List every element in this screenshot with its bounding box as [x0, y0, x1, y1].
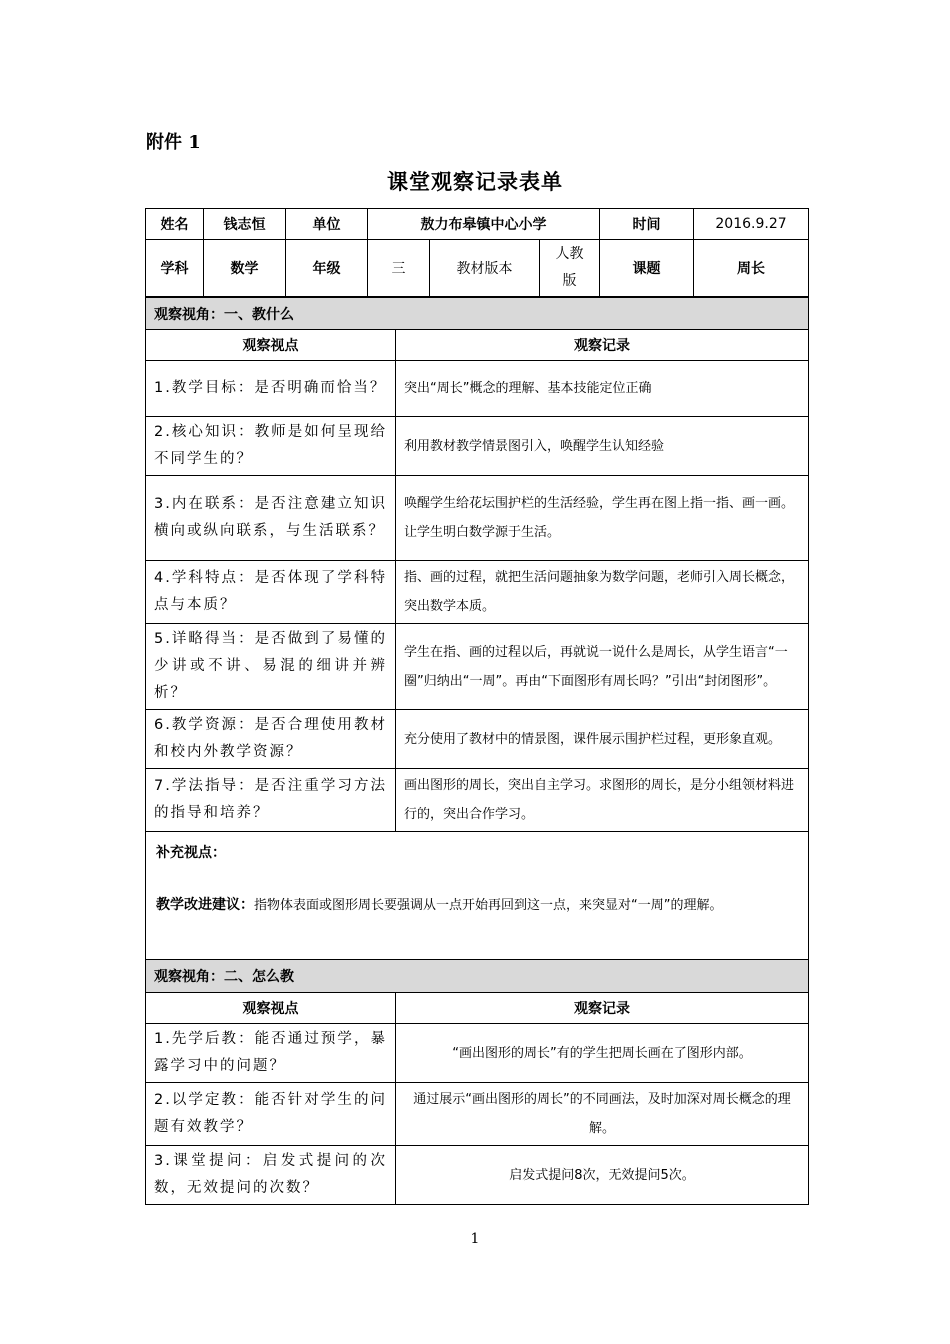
section2-table: [145, 959, 809, 1205]
observation-record: 突出“周长”概念的理解、基本技能定位正确: [396, 361, 809, 417]
section2-heading: 观察视角：二、怎么教: [146, 960, 809, 993]
topic-value: 周长: [694, 240, 809, 297]
observation-record: 利用教材教学情景图引入，唤醒学生认知经验: [396, 417, 809, 476]
table-row: [146, 476, 809, 561]
unit-label: 单位: [286, 209, 368, 240]
topic-label: 课题: [600, 240, 694, 297]
page-number: 1: [470, 1231, 480, 1247]
observation-record: 充分使用了教材中的情景图，课件展示围护栏过程，更形象直观。: [396, 710, 809, 769]
observation-record: 唤醒学生给花坛围护栏的生活经验，学生再在图上指一指、画一画。 让学生明白数学源于生活。: [396, 476, 809, 561]
edition-value: 人教版: [540, 240, 600, 297]
table-row: [146, 1083, 809, 1146]
observation-record: 通过展示“画出图形的周长”的不同画法，及时加深对周长概念的理解。: [396, 1083, 809, 1146]
annex-label: 附件 1: [146, 132, 201, 153]
suggestion-text: 指物体表面或图形周长要强调从一点开始再回到这一点，来突显对“一周”的理解。: [254, 898, 723, 913]
time-label: 时间: [600, 209, 694, 240]
table-row: [146, 417, 809, 476]
observation-record: 画出图形的周长，突出自主学习。求图形的周长，是分小组领材料进行的，突出合作学习。: [396, 769, 809, 832]
table-row: [146, 710, 809, 769]
observation-point: 6.教学资源：是否合理使用教材和校内外教学资源？: [146, 710, 396, 769]
table-row: [146, 1146, 809, 1205]
name-value: 钱志恒: [204, 209, 286, 240]
observation-record: 指、画的过程，就把生活问题抽象为数学问题，老师引入周长概念，突出数学本质。: [396, 561, 809, 624]
observation-record: “画出图形的周长”有的学生把周长画在了图形内部。: [396, 1024, 809, 1083]
supplement-box: [146, 832, 809, 971]
observation-point: 1.先学后教：能否通过预学，暴露学习中的问题？: [146, 1024, 396, 1083]
table-row: [146, 561, 809, 624]
table-row: [146, 769, 809, 832]
table-row: [146, 624, 809, 710]
observation-point: 3.课堂提问：启发式提问的次数，无效提问的次数？: [146, 1146, 396, 1205]
info-table: [145, 208, 809, 297]
observation-point: 2.以学定教：能否针对学生的问题有效教学？: [146, 1083, 396, 1146]
section1-table: [145, 297, 809, 971]
observation-point: 4.学科特点：是否体现了学科特点与本质？: [146, 561, 396, 624]
grade-value: 三: [368, 240, 430, 297]
name-label: 姓名: [146, 209, 204, 240]
section1-col-point: 观察视点: [146, 330, 396, 361]
table-row: [146, 1024, 809, 1083]
observation-point: 1.教学目标：是否明确而恰当？: [146, 361, 396, 417]
section1-heading: 观察视角：一、教什么: [146, 298, 809, 330]
unit-value: 敖力布皋镇中心小学: [368, 209, 600, 240]
observation-record: 学生在指、画的过程以后，再就说一说什么是周长，从学生语言“一圈”归纳出“一周”。再由“下面图形有周长吗？”引出“封闭图形”。: [396, 624, 809, 710]
edition-label: 教材版本: [430, 240, 540, 297]
section1-col-record: 观察记录: [396, 330, 809, 361]
observation-record: 启发式提问8次，无效提问5次。: [396, 1146, 809, 1205]
suggestion-label: 教学改进建议：: [156, 897, 254, 913]
supplement-label: 补充视点：: [156, 845, 226, 861]
subject-label: 学科: [146, 240, 204, 297]
observation-point: 7.学法指导：是否注重学习方法的指导和培养？: [146, 769, 396, 832]
table-row: [146, 361, 809, 417]
grade-label: 年级: [286, 240, 368, 297]
section2-col-record: 观察记录: [396, 993, 809, 1024]
subject-value: 数学: [204, 240, 286, 297]
document-title: 课堂观察记录表单: [387, 169, 563, 194]
observation-point: 5.详略得当：是否做到了易懂的少讲或不讲、易混的细讲并辨析？: [146, 624, 396, 710]
section2-col-point: 观察视点: [146, 993, 396, 1024]
observation-point: 2.核心知识：教师是如何呈现给不同学生的？: [146, 417, 396, 476]
time-value: 2016.9.27: [694, 209, 809, 240]
observation-point: 3.内在联系：是否注意建立知识横向或纵向联系，与生活联系？: [146, 476, 396, 561]
